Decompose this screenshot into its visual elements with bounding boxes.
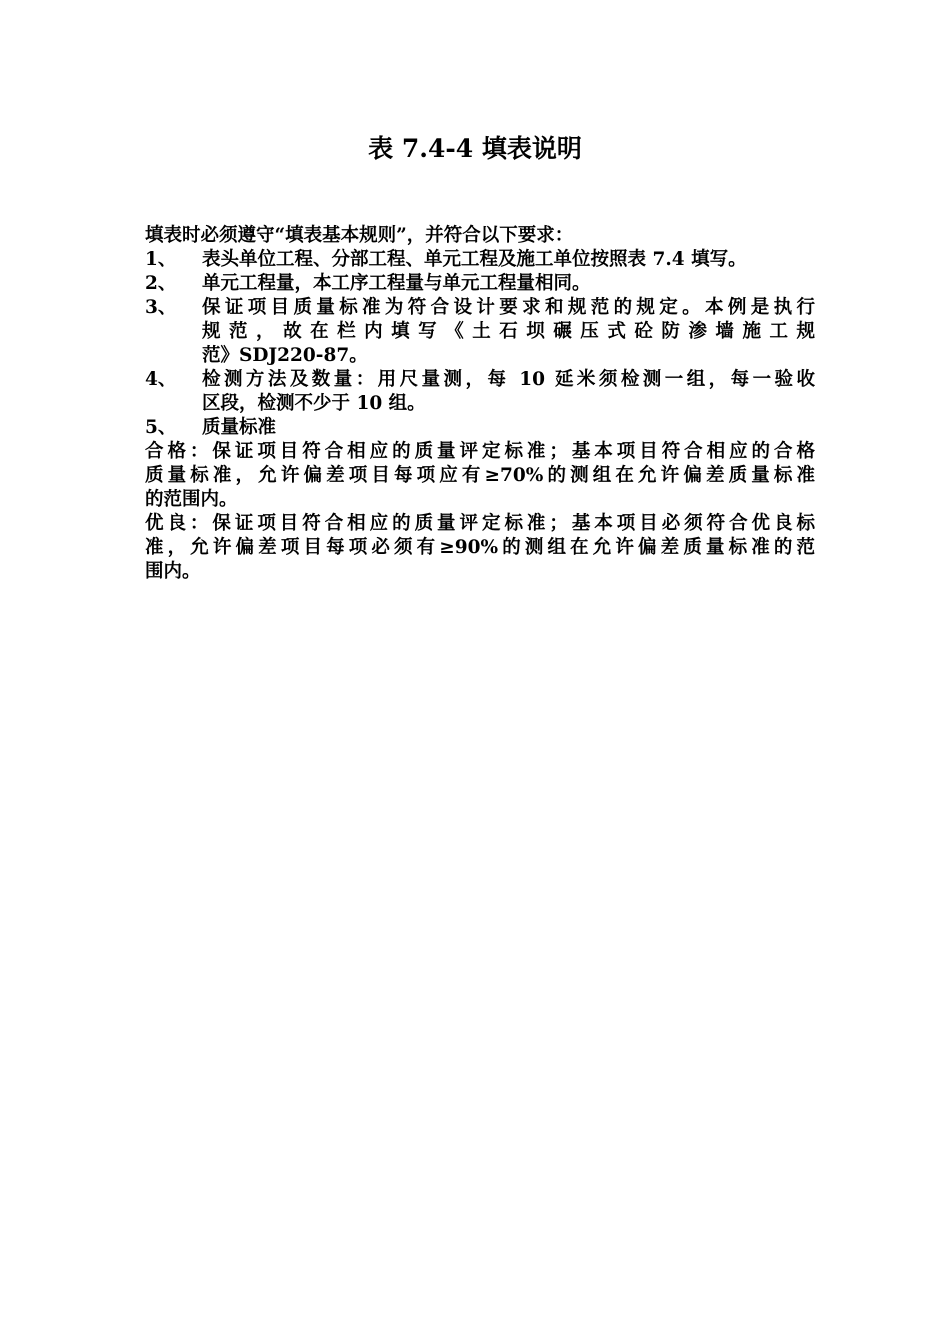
paragraph-line: 的范围内。 — [145, 489, 238, 510]
item-number: 3、 — [145, 297, 177, 318]
item-line: 检测方法及数量：用尺量测，每 10 延米须检测一组，每一验收 — [202, 369, 815, 390]
paragraph-line: 质量标准，允许偏差项目每项应有≥70%的测组在允许偏差质量标准 — [145, 465, 815, 486]
item-number: 4、 — [145, 369, 177, 390]
excellent-criteria-paragraph — [145, 512, 815, 584]
list-item-3 — [145, 296, 815, 368]
paragraph-line: 合格：保证项目符合相应的质量评定标准；基本项目符合相应的合格 — [145, 441, 815, 462]
item-text — [202, 296, 815, 368]
item-number: 2、 — [145, 273, 177, 294]
item-number: 1、 — [145, 249, 177, 270]
item-line: 规范，故在栏内填写《土石坝碾压式砼防渗墙施工规 — [202, 321, 815, 342]
item-text — [202, 368, 815, 416]
paragraph-line: 围内。 — [145, 561, 201, 582]
document-body — [145, 224, 815, 584]
item-line: 范》SDJ220-87。 — [202, 345, 368, 366]
item-text: 质量标准 — [202, 417, 277, 438]
page-title: 表 7.4-4 填表说明 — [368, 134, 582, 163]
item-line: 区段，检测不少于 10 组。 — [202, 393, 426, 414]
list-item-4 — [145, 368, 815, 416]
paragraph-line: 准，允许偏差项目每项必须有≥90%的测组在允许偏差质量标准的范 — [145, 537, 815, 558]
list-item-5 — [145, 416, 815, 440]
item-number: 5、 — [145, 417, 177, 438]
item-text: 表头单位工程、分部工程、单元工程及施工单位按照表 7.4 填写。 — [202, 249, 747, 270]
pass-criteria-paragraph — [145, 440, 815, 512]
list-item-2 — [145, 272, 815, 296]
list-item-1 — [145, 248, 815, 272]
paragraph-line: 优良：保证项目符合相应的质量评定标准；基本项目必须符合优良标 — [145, 513, 815, 534]
intro-text: 填表时必须遵守“填表基本规则”，并符合以下要求： — [145, 225, 574, 246]
item-line: 保证项目质量标准为符合设计要求和规范的规定。本例是执行 — [202, 297, 815, 318]
item-text: 单元工程量，本工序工程量与单元工程量相同。 — [202, 273, 591, 294]
